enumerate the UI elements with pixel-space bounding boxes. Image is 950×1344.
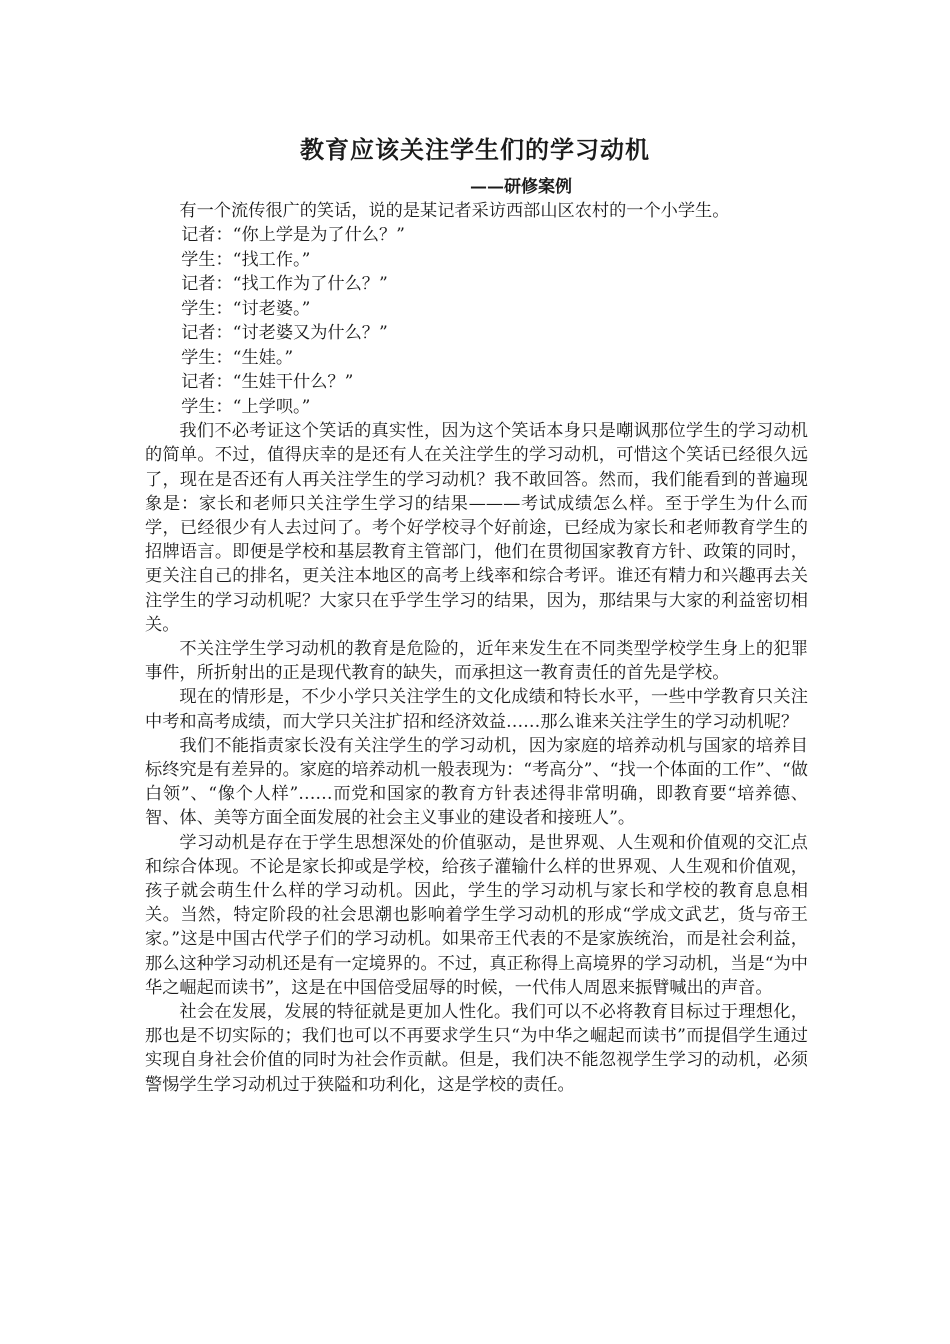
document-title: 教育应该关注学生们的学习动机 [300, 135, 650, 164]
dialog-line: 学生：“找工作。” [181, 249, 311, 270]
dialog-line: 学生：“生娃。” [181, 347, 294, 368]
body-paragraph: 我们不必考证这个笑话的真实性，因为这个笑话本身只是嘲讽那位学生的学习动机的简单。不过，值得庆幸的是还有人在关注学生的学习动机，可惜这个笑话已经很久远了，现在是否还有人再关注学生的学习动机？我不敢回答。然而，我们能看到的普遍现象是：家长和老师只关注学生学习的结果———考试成绩怎么样。至于学生为什么而学，已经很少有人去过问了。考个好学校寻个好前途，已经成为家长和老师教育学生的招牌语言。即便是学校和基层教育主管部门，他们在贯彻国家教育方针、政策的同时，更关注自己的排名，更关注本地区的高考上线率和综合考评。谁还有精力和兴趣再去关注学生的学习动机呢？大家只在乎学生学习的结果，因为，那结果与大家的利益密切相关。 [145, 421, 808, 635]
dialog-line: 学生：“讨老婆。” [181, 298, 311, 319]
intro-paragraph: 有一个流传很广的笑话，说的是某记者采访西部山区农村的一个小学生。 [179, 201, 730, 221]
dialog-line: 记者：“讨老婆又为什么？” [181, 323, 388, 344]
document-body [145, 199, 808, 1097]
dialog-line: 记者：“找工作为了什么？” [181, 274, 388, 295]
dialog-list [145, 223, 808, 419]
document-subtitle: ——研修案例 [470, 177, 572, 197]
body-paragraph: 学习动机是存在于学生思想深处的价值驱动，是世界观、人生观和价值观的交汇点和综合体现。不论是家长抑或是学校，给孩子灌输什么样的世界观、人生观和价值观，孩子就会萌生什么样的学习动机。因此，学生的学习动机与家长和学校的教育息息相关。当然，特定阶段的社会思潮也影响着学生学习动机的形成“学成文武艺，货与帝王家。”这是中国古代学子们的学习动机。如果帝王代表的不是家族统治，而是社会利益，那么这种学习动机还是有一定境界的。不过，真正称得上高境界的学习动机，当是“为中华之崛起而读书”，这是在中国倍受屈辱的时候，一代伟人周恩来振臂喊出的声音。 [145, 832, 808, 998]
body-paragraph: 不关注学生学习动机的教育是危险的，近年来发生在不同类型学校学生身上的犯罪事件，所折射出的正是现代教育的缺失，而承担这一教育责任的首先是学校。 [145, 639, 808, 684]
body-paragraph: 社会在发展，发展的特征就是更加人性化。我们可以不必将教育目标过于理想化，那也是不切实际的；我们也可以不再要求学生只“为中华之崛起而读书”而提倡学生通过实现自身社会价值的同时为社会作贡献。但是，我们决不能忽视学生学习的动机，必须警惕学生学习动机过于狭隘和功利化，这是学校的责任。 [145, 1002, 808, 1095]
dialog-line: 学生：“上学呗。” [181, 396, 311, 417]
body-paragraph: 现在的情形是，不少小学只关注学生的文化成绩和特长水平，一些中学教育只关注中考和高考成绩，而大学只关注扩招和经济效益……那么谁来关注学生的学习动机呢？ [145, 687, 808, 732]
body-paragraph: 我们不能指责家长没有关注学生的学习动机，因为家庭的培养动机与国家的培养目标终究是有差异的。家庭的培养动机一般表现为：“考高分”、“找一个体面的工作”、“做白领”、“像个人样”……而党和国家的教育方针表述得非常明确，即教育要“培养德、智、体、美等方面全面发展的社会主义事业的建设者和接班人”。 [145, 735, 808, 829]
dialog-line: 记者：“生娃干什么？” [181, 372, 354, 393]
dialog-line: 记者：“你上学是为了什么？” [181, 225, 405, 246]
